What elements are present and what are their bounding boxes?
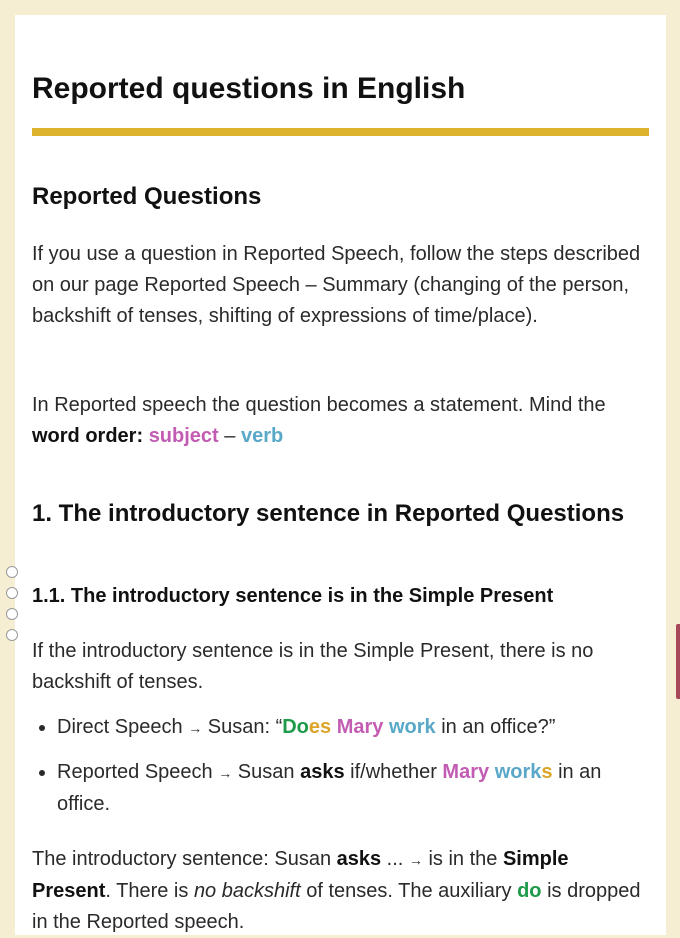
heading-simple-present: 1.1. The introductory sentence is in the Simple Present (32, 585, 554, 607)
reported-subject: Mary (442, 761, 490, 783)
arrow-icon: → (218, 765, 233, 781)
direct-verb: work (388, 716, 436, 738)
selection-handles[interactable] (6, 566, 22, 646)
statement-paragraph (32, 390, 644, 452)
selection-handle[interactable] (6, 566, 18, 578)
title-underline (32, 128, 649, 136)
conclusion-text: . There is (105, 880, 194, 902)
conclusion-simple-present: Simple Present (32, 848, 569, 902)
arrow-icon: → (188, 720, 203, 736)
statement-text: In Reported speech the question becomes a statement. Mind the (32, 394, 606, 416)
conclusion-text: is dropped in the Reported speech. (32, 880, 641, 933)
reported-verb-ending: s (541, 761, 553, 783)
direct-subject: Mary (336, 716, 384, 738)
reported-asks: asks (300, 761, 345, 783)
direct-speech-label: Direct Speech (57, 716, 183, 738)
reported-speech-label: Reported Speech (57, 761, 213, 783)
reported-rest: in an office. (57, 761, 602, 815)
conclusion-asks: asks (336, 848, 382, 870)
list-item-reported-speech (32, 757, 644, 820)
selection-handle[interactable] (6, 587, 18, 599)
selection-handle[interactable] (6, 608, 18, 620)
page-title: Reported questions in English (32, 72, 466, 105)
conclusion-paragraph (32, 844, 644, 938)
direct-prefix: Susan: “ (207, 716, 283, 738)
example-list (32, 712, 644, 833)
arrow-icon: → (408, 852, 423, 868)
content-card (15, 15, 666, 935)
conclusion-text: The introductory sentence: Susan (32, 848, 337, 870)
dash: – (218, 425, 241, 447)
reported-prefix: Susan (237, 761, 295, 783)
heading-introductory-sentence: 1. The introductory sentence in Reported Questions (32, 500, 625, 527)
conclusion-no-backshift: no backshift (193, 880, 301, 902)
word-order-label: word order: (32, 425, 144, 447)
auxiliary-do: Do (282, 716, 309, 738)
verb-label: verb (240, 425, 284, 447)
conclusion-do: do (517, 880, 542, 902)
scrollbar-thumb[interactable] (676, 624, 680, 699)
section-heading: Reported Questions (32, 183, 262, 210)
conclusion-text: ... (381, 848, 409, 870)
auxiliary-ending: es (308, 716, 332, 738)
intro-paragraph: If you use a question in Reported Speech, follow the steps described on our page Reported Speech – Summary (changing of the person, backshift of tenses, shifting of expressions of time/place). (32, 243, 641, 327)
reported-verb: work (494, 761, 542, 783)
direct-rest: in an office?” (441, 716, 556, 738)
selection-handle[interactable] (6, 629, 18, 641)
conclusion-text: of tenses. The auxiliary (300, 880, 518, 902)
reported-if-whether: if/whether (350, 761, 437, 783)
list-item-direct-speech (32, 712, 644, 744)
simple-present-paragraph: If the introductory sentence is in the Simple Present, there is no backshift of tenses. (32, 640, 594, 693)
subject-label: subject (148, 425, 219, 447)
conclusion-text: is in the (422, 848, 503, 870)
